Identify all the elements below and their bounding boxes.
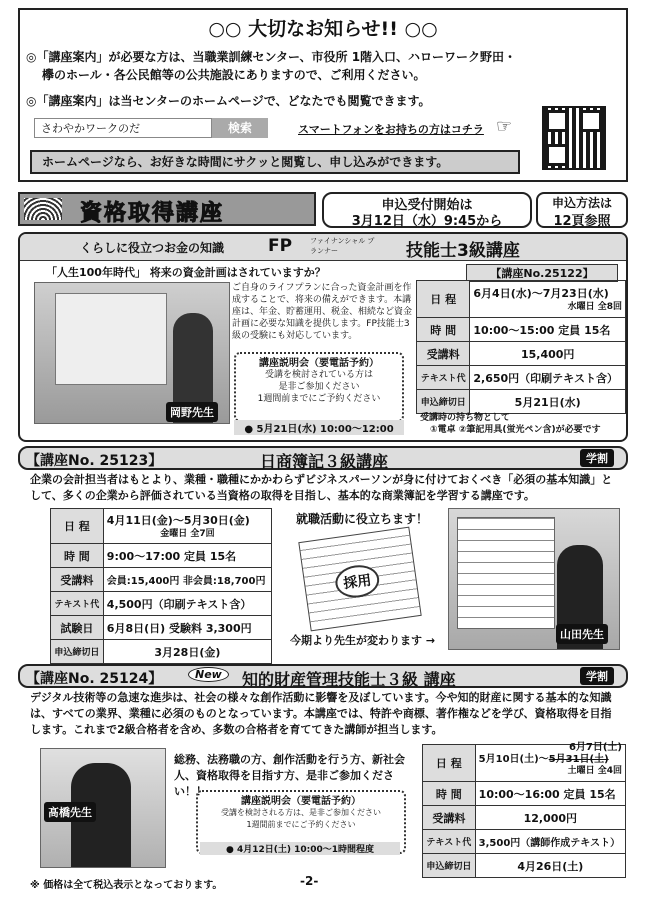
ip-desc: デジタル技術等の急速な進歩は、社会の様々な創作活動に影響を及ぼしています。今や知的財産に関する基本的な知識は、すべての業界、業種に必須のものとなっています。本講座では、特許や商標、著作権などを学び、資格取得を目指します。これまで2級合格者を含め、多数の合格者を育ててきた講師が担当します。 — [30, 691, 612, 736]
table-row: 受講料 会員:15,400円 非会員:18,700円 — [51, 568, 272, 592]
fp-ruby: ファイナンシャル プランナー — [310, 237, 375, 255]
smartphone-text: スマートフォンをお持ちの方はコチラ — [298, 123, 484, 136]
section-header — [18, 192, 316, 226]
wave-pattern-icon — [24, 198, 62, 220]
boki-course-no: 【講座No. 25123】 — [26, 453, 163, 469]
boki-title-bar — [18, 446, 628, 470]
fp-course-no: 【講座No.25122】 — [466, 264, 618, 282]
page-number: -2- — [300, 874, 319, 888]
table-row: 受講料 12,000円 — [423, 806, 626, 830]
fp-briefing — [234, 352, 404, 422]
resume-illustration — [298, 527, 421, 632]
boki-info-table — [50, 508, 272, 664]
boki-badge: 学割 — [580, 449, 614, 467]
table-row: 受講料 15,400円 — [417, 342, 626, 366]
fp-title-bar — [20, 234, 626, 261]
table-row: テキスト代 3,500円（講師作成テキスト） — [423, 830, 626, 854]
fp-section — [18, 232, 628, 442]
search-button[interactable]: 検索 — [212, 118, 268, 138]
fp-label: FP — [268, 236, 293, 256]
ip-new-badge: New — [188, 667, 229, 682]
ip-title: 知的財産管理技能士３級 講座 — [242, 670, 456, 689]
table-row: 申込締切日 4月26日(土) — [423, 854, 626, 878]
ip-title-bar — [18, 664, 628, 688]
ip-briefing-date: ● 4月12日(土) 10:00～1時間程度 — [200, 842, 400, 855]
fp-bring-items: ①電卓 ②筆記用具(蛍光ペン含)が必要です — [430, 425, 601, 435]
boki-title: 日商簿記３級講座 — [260, 452, 389, 471]
fp-briefing-text1: 受講を検討されている方は — [264, 370, 373, 380]
notice-line2: ◎「講座案内」は当センターのホームページで、どなたでも閲覧できます。 — [26, 94, 431, 108]
start-date: 3月12日（水）9:45から — [351, 214, 503, 229]
fp-desc: ご自身のライフプランに合った資金計画を作成することで、将来の備えができます。本講座は、年金、貯蓄運用、税金、相続など資金計画に必要な知識を提供します。FP技能士3級の受験にも対応しています。 — [232, 283, 413, 341]
stamp-text: 採用 — [333, 562, 381, 600]
ip-briefing-text1: 受講を検討される方は、是非ご参加ください — [221, 808, 381, 817]
method-box — [536, 192, 628, 228]
table-row: テキスト代 2,650円（印刷テキスト含） — [417, 366, 626, 390]
fp-briefing-text3: 1週間前までにご予約ください — [257, 394, 381, 404]
method-value: 12頁参照 — [553, 214, 611, 229]
table-row: 時 間 9:00～17:00 定員 15名 — [51, 544, 272, 568]
table-row: 時 間 10:00～16:00 定員 15名 — [423, 782, 626, 806]
fp-briefing-date: ● 5月21日(水) 10:00～12:00 — [234, 420, 404, 435]
ip-badge: 学割 — [580, 667, 614, 685]
notice-box — [18, 8, 628, 182]
method-label: 申込方法は — [551, 196, 612, 210]
table-row: 申込締切日 5月21日(水) — [417, 390, 626, 414]
table-row: テキスト代 4,500円（印刷テキスト含） — [51, 592, 272, 616]
start-box — [322, 192, 532, 228]
pointing-hand-icon: ☞ — [496, 116, 513, 137]
ip-info-table — [422, 741, 626, 878]
table-row: 申込締切日 3月28日(金) — [51, 640, 272, 664]
qr-code-icon[interactable] — [542, 106, 606, 170]
ip-target: 総務、法務職の方、創作活動を行う方、新社会人、資格取得を目指す方、是非ご参加ください！！ — [174, 753, 405, 798]
table-row: 日 程 4月11日(金)～5月30日(金) 金曜日 全7回 — [51, 509, 272, 544]
ip-teacher-name: 髙橋先生 — [44, 802, 96, 822]
ip-course-no: 【講座No. 25124】 — [26, 671, 163, 687]
notice-line1a: ◎「講座案内」が必要な方は、当職業訓練センター、市役所 1階入口、ハローワーク野田・ — [26, 50, 517, 64]
fp-lead: 「人生100年時代」 将来の資金計画はされていますか？ — [46, 266, 326, 279]
boki-teacher-change: 今期より先生が変わります → — [290, 634, 436, 647]
fp-briefing-title: 講座説明会（要電話予約） — [259, 358, 379, 369]
fp-briefing-text2: 是非ご参加ください — [278, 382, 360, 392]
ip-briefing-title: 講座説明会（要電話予約） — [241, 796, 361, 807]
fp-teacher-name: 岡野先生 — [166, 402, 218, 422]
ip-briefing-text2: 1週間前までにご予約ください — [246, 820, 356, 829]
table-row: 日 程 6月4日(水)～7月23日(水) 水曜日 全8回 — [417, 281, 626, 318]
boki-job-text: 就職活動に役立ちます！ — [296, 512, 429, 526]
notice-line1b: 欅のホール・各公民館等の公共施設にありますので、ご利用ください。 — [42, 68, 426, 82]
section-title: 資格取得講座 — [80, 201, 225, 226]
homepage-banner: ホームページなら、お好きな時間にサクッと閲覧し、申し込みができます。 — [30, 150, 520, 174]
fp-subtitle: くらしに役立つお金の知識 — [80, 241, 225, 255]
fp-title: 技能士3級講座 — [406, 241, 520, 261]
table-row: 時 間 10:00～15:00 定員 15名 — [417, 318, 626, 342]
boki-desc: 企業の会計担当者はもとより、業種・職種にかかわらずビジネスパーソンが身に付けておくべき「必須の基本知識」として、多くの企業から評価されている当資格の取得を目指し、基本的な商業簿記を学習する講座です。 — [30, 473, 613, 502]
boki-teacher-name: 山田先生 — [556, 624, 608, 644]
table-row: 試験日 6月8日(日) 受験料 3,300円 — [51, 616, 272, 640]
start-label: 申込受付開始は — [381, 198, 473, 213]
footer-note: ※ 価格は全て税込表示となっております。 — [30, 880, 223, 891]
notice-title: ○○ 大切なお知らせ!! ○○ — [208, 18, 438, 40]
fp-bring: 受講時の持ち物として — [420, 413, 511, 423]
search-input[interactable]: さわやかワークのだ — [34, 118, 212, 138]
fp-info-table — [416, 280, 626, 414]
table-row: 日 程 5月10日(土)～5月31日(土) 6月7日(土) 土曜日 全4回 — [423, 745, 626, 782]
